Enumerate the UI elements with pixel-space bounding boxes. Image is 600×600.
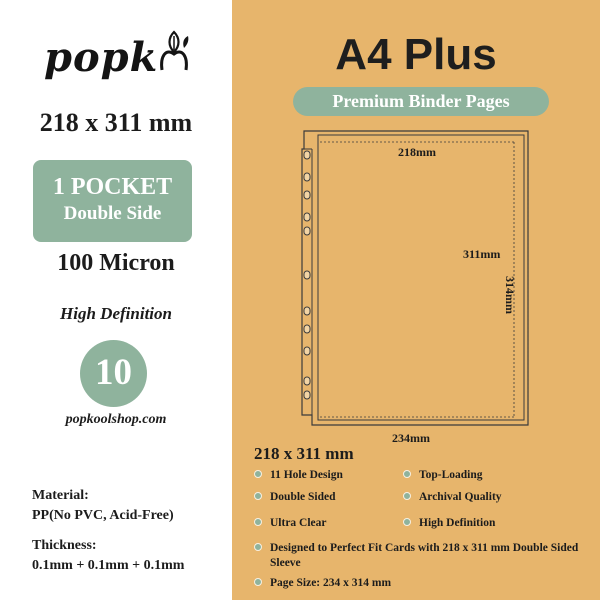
material-value: PP(No PVC, Acid-Free) xyxy=(32,508,174,523)
feature-item: Designed to Perfect Fit Cards with 218 x 311 mm Double Sided Sleeve xyxy=(254,541,584,571)
feature-item: Double Sided xyxy=(254,490,336,505)
material-label: Material: xyxy=(32,488,89,503)
bullet-icon xyxy=(254,518,262,526)
feature-item: Archival Quality xyxy=(403,490,502,505)
bullet-icon xyxy=(403,470,411,478)
definition-text: High Definition xyxy=(60,304,172,323)
bullet-icon xyxy=(254,470,262,478)
brand-logo: popk xyxy=(44,34,159,81)
logo-leaf-icon xyxy=(158,30,190,74)
binder-page-diagram xyxy=(290,125,560,455)
outer-height-label: 314mm xyxy=(503,276,517,314)
bullet-icon xyxy=(254,492,262,500)
pocket-badge xyxy=(33,160,192,242)
left-panel xyxy=(0,0,232,600)
pocket-side: Double Side xyxy=(63,203,162,224)
count-badge: 10 xyxy=(80,340,147,407)
pocket-count: 1 POCKET xyxy=(52,174,173,200)
product-title: A4 Plus xyxy=(335,30,497,79)
subtitle-pill: Premium Binder Pages xyxy=(293,87,549,116)
outer-width-label: 234mm xyxy=(392,431,430,445)
binder-page-drawing xyxy=(290,125,560,455)
website-text: popkoolshop.com xyxy=(65,412,167,427)
feature-item: High Definition xyxy=(403,516,495,531)
details-title: 218 x 311 mm xyxy=(254,444,354,463)
feature-item: Ultra Clear xyxy=(254,516,327,531)
feature-item: Top-Loading xyxy=(403,468,483,483)
inner-height-label: 311mm xyxy=(463,247,501,261)
feature-item: Page Size: 234 x 314 mm xyxy=(254,576,391,591)
bullet-icon xyxy=(403,518,411,526)
micron-text: 100 Micron xyxy=(57,250,175,276)
bullet-icon xyxy=(254,578,262,586)
feature-item: 11 Hole Design xyxy=(254,468,343,483)
bullet-icon xyxy=(254,543,262,551)
thickness-label: Thickness: xyxy=(32,538,97,553)
inner-width-label: 218mm xyxy=(398,145,436,159)
thickness-value: 0.1mm + 0.1mm + 0.1mm xyxy=(32,558,185,573)
bullet-icon xyxy=(403,492,411,500)
sleeve-size: 218 x 311 mm xyxy=(39,108,193,137)
